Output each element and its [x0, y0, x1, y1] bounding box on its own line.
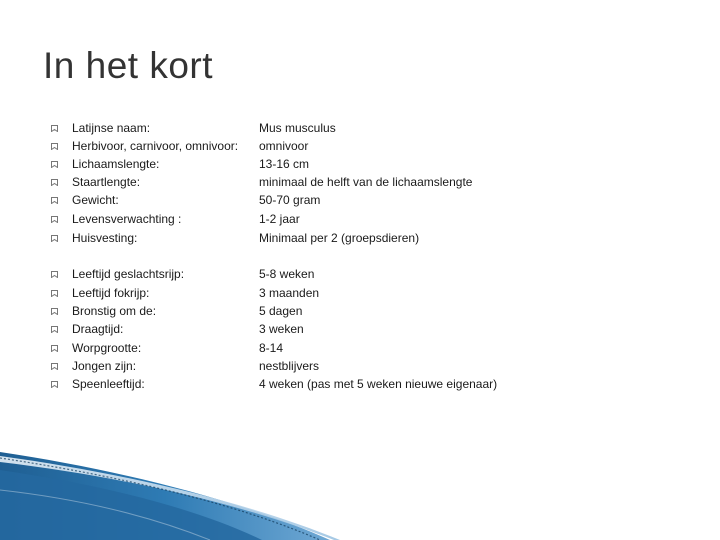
fact-label: Lichaamslengte: [72, 157, 160, 171]
fact-label: Latijnse naam: [72, 121, 151, 135]
fact-value: 5 dagen [259, 304, 303, 318]
fact-value: 5-8 weken [259, 267, 315, 281]
fact-value: 1-2 jaar [259, 212, 300, 226]
fact-value: Mus musculus [259, 121, 336, 135]
fact-label: Jongen zijn: [72, 359, 137, 373]
fact-label: Levensverwachting : [72, 212, 182, 226]
fact-value: omnivoor [259, 139, 309, 153]
fact-label: Worpgrootte: [72, 341, 142, 355]
fact-label: Draagtijd: [72, 322, 124, 336]
fact-label: Speenleeftijd: [72, 377, 145, 391]
fact-label: Bronstig om de: [72, 304, 157, 318]
fact-value: 13-16 cm [259, 157, 310, 171]
fact-value: 8-14 [259, 341, 284, 355]
fact-value: nestblijvers [259, 359, 320, 373]
fact-label: Gewicht: [72, 193, 119, 207]
fact-value: 3 maanden [259, 286, 320, 300]
fact-label: Leeftijd geslachtsrijp: [72, 267, 185, 281]
slide-title: In het kort [43, 45, 214, 86]
fact-value: minimaal de helft van de lichaamslengte [259, 175, 473, 189]
fact-label: Leeftijd fokrijp: [72, 286, 150, 300]
fact-value: 4 weken (pas met 5 weken nieuwe eigenaar) [259, 377, 498, 391]
fact-label: Herbivoor, carnivoor, omnivoor: [72, 139, 239, 153]
fact-value: 3 weken [259, 322, 304, 336]
fact-label: Huisvesting: [72, 231, 138, 245]
fact-value: 50-70 gram [259, 193, 321, 207]
fact-label: Staartlengte: [72, 175, 141, 189]
fact-value: Minimaal per 2 (groepsdieren) [259, 231, 420, 245]
